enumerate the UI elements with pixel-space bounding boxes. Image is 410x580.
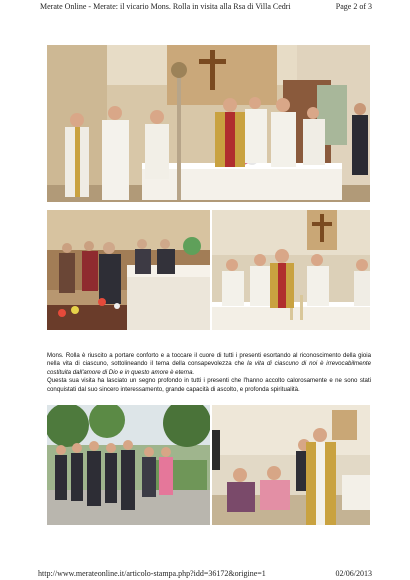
print-footer-url: http://www.merateonline.it/articolo-stampa.php?idd=36172&origine=1	[38, 569, 266, 578]
photo-group-outdoors	[47, 405, 210, 525]
photo-mass-at-altar	[47, 45, 370, 202]
print-footer-date: 02/06/2013	[335, 569, 372, 578]
article-paragraph-1	[47, 352, 371, 377]
photo-guests-in-hall	[47, 210, 210, 330]
article-paragraph-1-quote: la vita di ciascuno di noi è irrevocabilmente costituita dall'amore di Dio e in questo amore è eterna.	[47, 360, 371, 376]
photo-priests-at-altar	[212, 210, 370, 330]
article-text	[47, 352, 371, 394]
print-header-page-number: Page 2 of 3	[335, 2, 372, 11]
article-paragraph-2: Questa sua visita ha lasciato un segno profondo in tutti i presenti che l'hanno accolto calorosamente e ne sono stati conquistati dal suo sincero interessamento, grande capacità di ascolto, e profonda spiritualità.	[47, 377, 371, 393]
print-header-title: Merate Online - Merate: il vicario Mons. Rolla in visita alla Rsa di Villa Cedri	[40, 2, 291, 11]
article-paragraph-1-text: Mons. Rolla è riuscito a portare conforto e a toccare il cuore di tutti i presenti esortando al riconoscimento della gioia nella vita di ciascuno, sottolineando il tema della consapevolezza che	[47, 352, 371, 368]
photo-priest-greeting-residents	[212, 405, 370, 525]
